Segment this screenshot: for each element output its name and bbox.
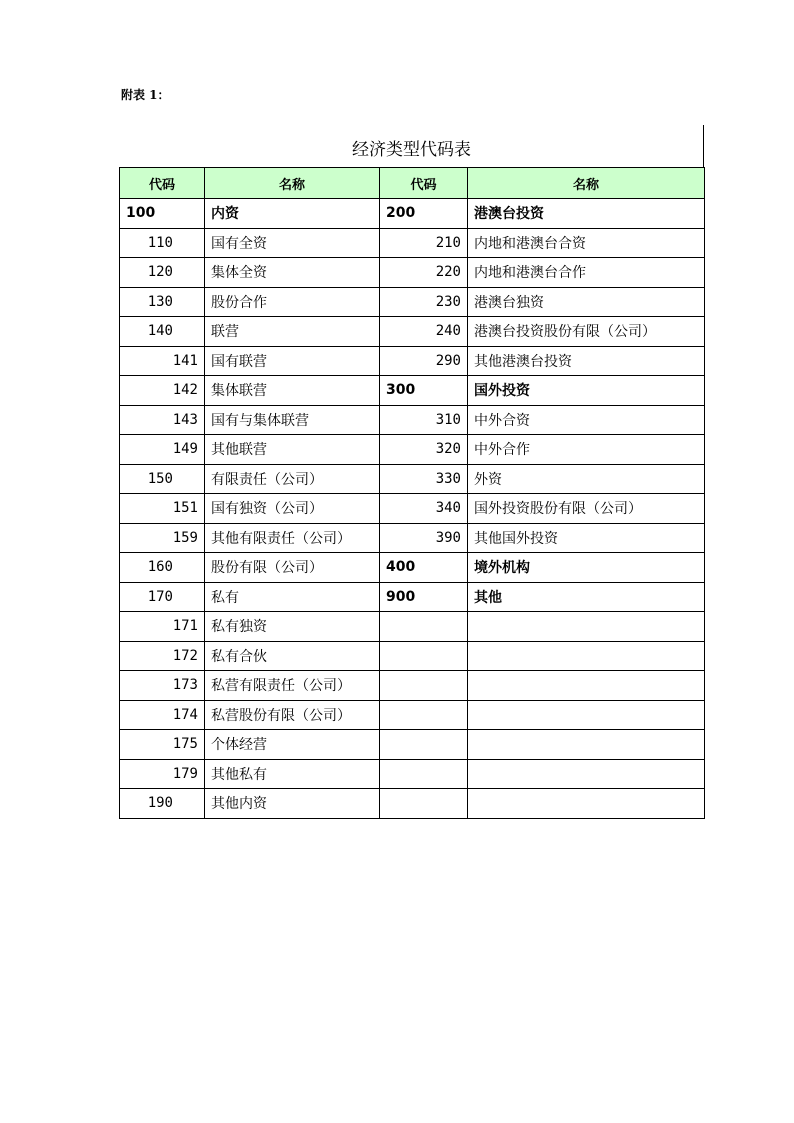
left-name-cell: 有限责任（公司） [205, 464, 380, 494]
table-row [120, 287, 705, 317]
right-code-cell: 340 [380, 494, 468, 524]
right-code-cell [380, 671, 468, 701]
left-code-cell: 141 [120, 346, 205, 376]
header-name-left: 名称 [205, 168, 380, 199]
left-name-cell: 私营有限责任（公司） [205, 671, 380, 701]
right-name-cell: 境外机构 [468, 553, 705, 583]
table-row [120, 641, 705, 671]
left-name-cell: 国有与集体联营 [205, 405, 380, 435]
left-code-cell: 171 [120, 612, 205, 642]
right-name-cell: 港澳台投资股份有限（公司） [468, 317, 705, 347]
right-code-cell: 230 [380, 287, 468, 317]
left-code-cell: 190 [120, 789, 205, 819]
right-name-cell: 其他港澳台投资 [468, 346, 705, 376]
left-name-cell: 联营 [205, 317, 380, 347]
left-code-cell: 160 [120, 553, 205, 583]
table-row [120, 494, 705, 524]
left-name-cell: 国有全资 [205, 228, 380, 258]
right-name-cell [468, 671, 705, 701]
right-name-cell: 港澳台独资 [468, 287, 705, 317]
right-name-cell [468, 730, 705, 760]
left-name-cell: 私有独资 [205, 612, 380, 642]
table-row [120, 789, 705, 819]
right-name-cell: 内地和港澳台合资 [468, 228, 705, 258]
table-row [120, 553, 705, 583]
table-row [120, 228, 705, 258]
left-name-cell: 私有合伙 [205, 641, 380, 671]
right-code-cell: 300 [380, 376, 468, 406]
right-name-cell [468, 789, 705, 819]
left-code-cell: 170 [120, 582, 205, 612]
right-code-cell: 390 [380, 523, 468, 553]
right-code-cell [380, 700, 468, 730]
left-name-cell: 其他私有 [205, 759, 380, 789]
left-code-cell: 172 [120, 641, 205, 671]
header-code-left: 代码 [120, 168, 205, 199]
left-code-cell: 143 [120, 405, 205, 435]
right-name-cell: 国外投资股份有限（公司） [468, 494, 705, 524]
left-name-cell: 个体经营 [205, 730, 380, 760]
table-row [120, 258, 705, 288]
right-code-cell: 900 [380, 582, 468, 612]
left-code-cell: 140 [120, 317, 205, 347]
left-name-cell: 其他内资 [205, 789, 380, 819]
right-code-cell: 210 [380, 228, 468, 258]
right-code-cell [380, 641, 468, 671]
table-row [120, 671, 705, 701]
table-row [120, 700, 705, 730]
left-name-cell: 国有联营 [205, 346, 380, 376]
right-name-cell: 其他国外投资 [468, 523, 705, 553]
right-name-cell [468, 641, 705, 671]
header-name-right: 名称 [468, 168, 705, 199]
left-name-cell: 集体全资 [205, 258, 380, 288]
right-code-cell [380, 612, 468, 642]
right-code-cell: 290 [380, 346, 468, 376]
left-name-cell: 内资 [205, 199, 380, 229]
table-row [120, 523, 705, 553]
left-code-cell: 179 [120, 759, 205, 789]
left-code-cell: 159 [120, 523, 205, 553]
right-name-cell: 港澳台投资 [468, 199, 705, 229]
right-name-cell: 国外投资 [468, 376, 705, 406]
left-code-cell: 100 [120, 199, 205, 229]
right-name-cell: 其他 [468, 582, 705, 612]
right-code-cell: 310 [380, 405, 468, 435]
left-name-cell: 私营股份有限（公司） [205, 700, 380, 730]
left-name-cell: 股份有限（公司） [205, 553, 380, 583]
right-name-cell [468, 759, 705, 789]
table-row [120, 464, 705, 494]
left-code-cell: 142 [120, 376, 205, 406]
right-code-cell: 330 [380, 464, 468, 494]
left-name-cell: 其他有限责任（公司） [205, 523, 380, 553]
table-row [120, 199, 705, 229]
left-code-cell: 110 [120, 228, 205, 258]
table-row [120, 346, 705, 376]
table-title: 经济类型代码表 [352, 140, 471, 160]
right-code-cell [380, 730, 468, 760]
right-name-cell [468, 700, 705, 730]
appendix-label: 附表 1： [121, 88, 170, 102]
right-code-cell [380, 789, 468, 819]
table-row [120, 612, 705, 642]
economic-type-code-table [119, 167, 705, 819]
right-name-cell [468, 612, 705, 642]
right-code-cell: 320 [380, 435, 468, 465]
left-code-cell: 150 [120, 464, 205, 494]
table-title-box [120, 125, 704, 167]
header-row [120, 168, 705, 199]
right-name-cell: 中外合资 [468, 405, 705, 435]
right-name-cell: 内地和港澳台合作 [468, 258, 705, 288]
header-code-right: 代码 [380, 168, 468, 199]
left-name-cell: 股份合作 [205, 287, 380, 317]
right-code-cell: 220 [380, 258, 468, 288]
left-code-cell: 151 [120, 494, 205, 524]
left-code-cell: 149 [120, 435, 205, 465]
left-name-cell: 其他联营 [205, 435, 380, 465]
left-code-cell: 175 [120, 730, 205, 760]
table-row [120, 730, 705, 760]
left-code-cell: 130 [120, 287, 205, 317]
table-row [120, 582, 705, 612]
left-name-cell: 集体联营 [205, 376, 380, 406]
left-code-cell: 120 [120, 258, 205, 288]
right-name-cell: 外资 [468, 464, 705, 494]
right-code-cell [380, 759, 468, 789]
table-row [120, 759, 705, 789]
table-row [120, 405, 705, 435]
left-code-cell: 174 [120, 700, 205, 730]
table-row [120, 317, 705, 347]
table-row [120, 435, 705, 465]
left-name-cell: 国有独资（公司） [205, 494, 380, 524]
right-code-cell: 240 [380, 317, 468, 347]
right-code-cell: 200 [380, 199, 468, 229]
right-code-cell: 400 [380, 553, 468, 583]
left-code-cell: 173 [120, 671, 205, 701]
left-name-cell: 私有 [205, 582, 380, 612]
table-row [120, 376, 705, 406]
right-name-cell: 中外合作 [468, 435, 705, 465]
